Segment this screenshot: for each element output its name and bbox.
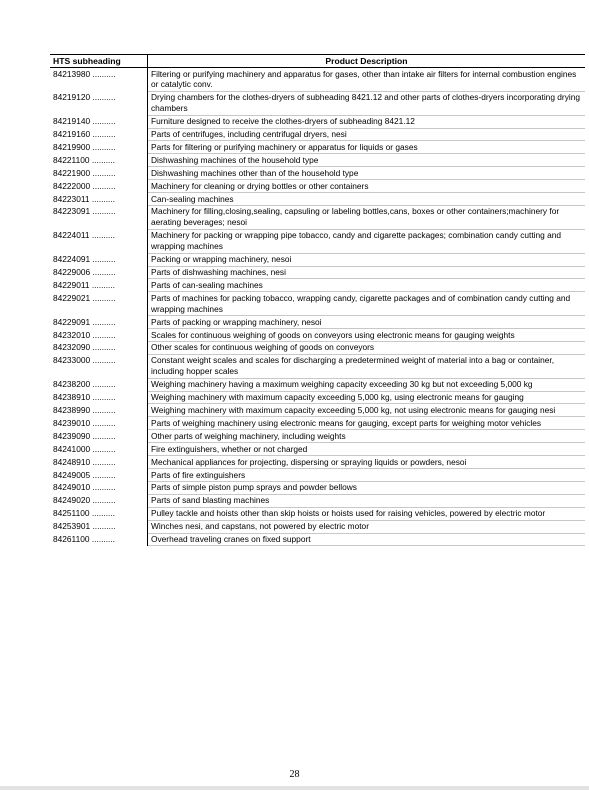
hts-code-cell: 84229021 .......... <box>50 292 148 316</box>
hts-code-cell: 84233000 .......... <box>50 355 148 379</box>
hts-code-cell: 84253901 .......... <box>50 521 148 534</box>
product-description-cell: Scales for continuous weighing of goods on conveyors using electronic means for gauging weights <box>148 329 585 342</box>
hts-code-cell: 84239090 .......... <box>50 430 148 443</box>
table-row <box>50 534 585 547</box>
hts-code-cell: 84249010 .......... <box>50 482 148 495</box>
hts-code-cell: 84223011 .......... <box>50 193 148 206</box>
table-row <box>50 68 585 92</box>
product-description-cell: Packing or wrapping machinery, nesoi <box>148 254 585 267</box>
table-row <box>50 482 585 495</box>
hts-table <box>50 54 585 546</box>
table-row <box>50 154 585 167</box>
product-description-cell: Machinery for packing or wrapping pipe tobacco, candy and cigarette packages; combination candy cutting and wrapping machines <box>148 230 585 254</box>
product-description-cell: Winches nesi, and capstans, not powered by electric motor <box>148 521 585 534</box>
hts-code-cell: 84232090 .......... <box>50 342 148 355</box>
product-description-cell: Fire extinguishers, whether or not charged <box>148 443 585 456</box>
hts-code-cell: 84249005 .......... <box>50 469 148 482</box>
product-description-cell: Constant weight scales and scales for discharging a predetermined weight of material into a bag or container, including hopper scales <box>148 355 585 379</box>
hts-code-cell: 84239010 .......... <box>50 417 148 430</box>
table-row <box>50 279 585 292</box>
product-description-cell: Parts of can-sealing machines <box>148 279 585 292</box>
table-row <box>50 206 585 230</box>
product-description-cell: Parts of sand blasting machines <box>148 495 585 508</box>
product-description-cell: Weighing machinery having a maximum weighing capacity exceeding 30 kg but not exceeding 5,000 kg <box>148 379 585 392</box>
product-description-cell: Other scales for continuous weighing of goods on conveyors <box>148 342 585 355</box>
hts-code-cell: 84219900 .......... <box>50 141 148 154</box>
table-row <box>50 180 585 193</box>
hts-code-cell: 84222000 .......... <box>50 180 148 193</box>
product-description-cell: Mechanical appliances for projecting, dispersing or spraying liquids or powders, nesoi <box>148 456 585 469</box>
hts-code-cell: 84219160 .......... <box>50 129 148 142</box>
table-row <box>50 355 585 379</box>
table-row <box>50 417 585 430</box>
table-row <box>50 129 585 142</box>
hts-code-cell: 84213980 .......... <box>50 68 148 92</box>
table-row <box>50 404 585 417</box>
hts-code-cell: 84219140 .......... <box>50 116 148 129</box>
product-description-cell: Machinery for filling,closing,sealing, capsuling or labeling bottles,cans, boxes or other containers;machinery for aerating beverages; nesoi <box>148 206 585 230</box>
hts-code-cell: 84238910 .......... <box>50 392 148 405</box>
product-description-cell: Parts of machines for packing tobacco, wrapping candy, cigarette packages and of combination candy cutting and wrapping machines <box>148 292 585 316</box>
table-row <box>50 193 585 206</box>
table-row <box>50 167 585 180</box>
product-description-cell: Weighing machinery with maximum capacity exceeding 5,000 kg, not using electronic means for gauging nesi <box>148 404 585 417</box>
hts-code-cell: 84261100 .......... <box>50 534 148 547</box>
product-description-cell: Parts of fire extinguishers <box>148 469 585 482</box>
hts-code-cell: 84238990 .......... <box>50 404 148 417</box>
table-row <box>50 495 585 508</box>
product-description-cell: Parts of packing or wrapping machinery, nesoi <box>148 316 585 329</box>
product-description-cell: Weighing machinery with maximum capacity exceeding 5,000 kg, using electronic means for gauging <box>148 392 585 405</box>
table-row <box>50 230 585 254</box>
table-row <box>50 521 585 534</box>
header-product-description: Product Description <box>325 56 408 66</box>
hts-code-cell: 84221900 .......... <box>50 167 148 180</box>
product-description-cell: Can-sealing machines <box>148 193 585 206</box>
table-row <box>50 342 585 355</box>
table-row <box>50 92 585 116</box>
hts-code-cell: 84229011 .......... <box>50 279 148 292</box>
product-description-cell: Other parts of weighing machinery, including weights <box>148 430 585 443</box>
product-description-cell: Parts of weighing machinery using electronic means for gauging, except parts for weighing motor vehicles <box>148 417 585 430</box>
product-description-cell: Dishwashing machines of the household type <box>148 154 585 167</box>
hts-code-cell: 84248910 .......... <box>50 456 148 469</box>
table-header <box>50 55 585 68</box>
hts-code-cell: 84229091 .......... <box>50 316 148 329</box>
hts-code-cell: 84232010 .......... <box>50 329 148 342</box>
hts-code-cell: 84219120 .......... <box>50 92 148 116</box>
viewer-footer-bar <box>0 786 589 790</box>
hts-code-cell: 84223091 .......... <box>50 206 148 230</box>
product-description-cell: Parts of simple piston pump sprays and powder bellows <box>148 482 585 495</box>
hts-code-cell: 84221100 .......... <box>50 154 148 167</box>
product-description-cell: Pulley tackle and hoists other than skip hoists or hoists used for raising vehicles, powered by electric motor <box>148 508 585 521</box>
product-description-cell: Parts for filtering or purifying machinery or apparatus for liquids or gases <box>148 141 585 154</box>
table-row <box>50 316 585 329</box>
hts-code-cell: 84249020 .......... <box>50 495 148 508</box>
table-body <box>50 68 585 546</box>
table-row <box>50 116 585 129</box>
product-description-cell: Machinery for cleaning or drying bottles or other containers <box>148 180 585 193</box>
hts-code-cell: 84224011 .......... <box>50 230 148 254</box>
table-row <box>50 392 585 405</box>
table-row <box>50 508 585 521</box>
hts-code-cell: 84229006 .......... <box>50 267 148 280</box>
product-description-cell: Dishwashing machines other than of the household type <box>148 167 585 180</box>
hts-code-cell: 84251100 .......... <box>50 508 148 521</box>
page-number: 28 <box>289 769 300 780</box>
product-description-cell: Filtering or purifying machinery and apparatus for gases, other than intake air filters for internal combustion engines or catalytic conv. <box>148 68 585 92</box>
hts-code-cell: 84238200 .......... <box>50 379 148 392</box>
product-description-cell: Overhead traveling cranes on fixed support <box>148 534 585 547</box>
table-row <box>50 443 585 456</box>
table-row <box>50 469 585 482</box>
table-row <box>50 329 585 342</box>
table-row <box>50 292 585 316</box>
table-row <box>50 141 585 154</box>
product-description-cell: Parts of dishwashing machines, nesi <box>148 267 585 280</box>
table-row <box>50 456 585 469</box>
product-description-cell: Drying chambers for the clothes-dryers of subheading 8421.12 and other parts of clothes-dryers incorporating drying chambers <box>148 92 585 116</box>
product-description-cell: Furniture designed to receive the clothes-dryers of subheading 8421.12 <box>148 116 585 129</box>
table-row <box>50 267 585 280</box>
product-description-cell: Parts of centrifuges, including centrifugal dryers, nesi <box>148 129 585 142</box>
hts-code-cell: 84241000 .......... <box>50 443 148 456</box>
hts-code-cell: 84224091 .......... <box>50 254 148 267</box>
table-row <box>50 430 585 443</box>
table-row <box>50 379 585 392</box>
header-hts-subheading: HTS subheading <box>50 55 148 67</box>
table-row <box>50 254 585 267</box>
